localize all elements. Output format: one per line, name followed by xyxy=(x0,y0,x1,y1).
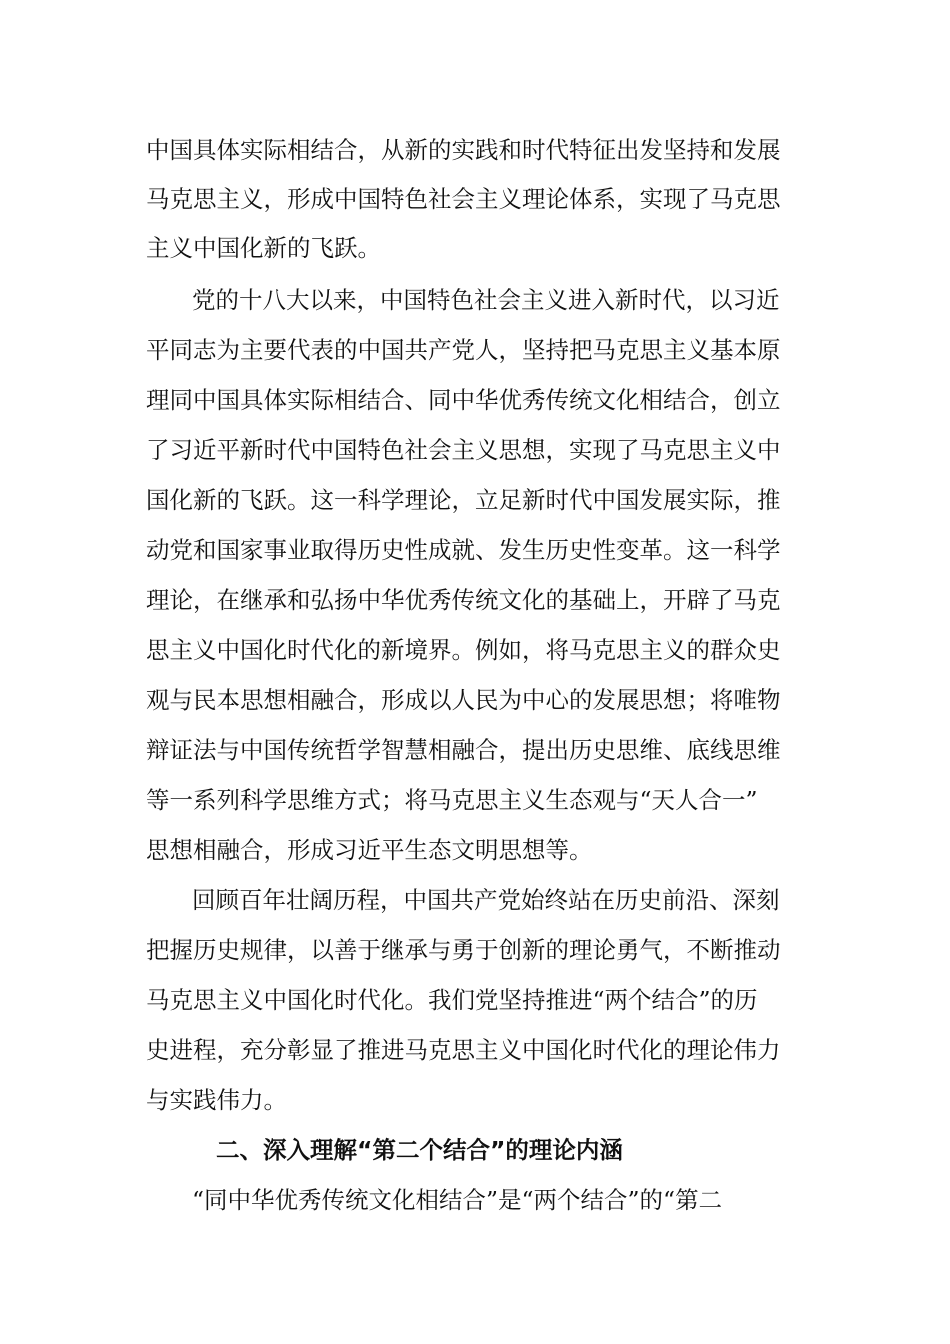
text-line: 中国具体实际相结合，从新的实践和时代特征出发坚持和发展 xyxy=(146,136,781,164)
text-line: 了习近平新时代中国特色社会主义思想，实现了马克思主义中 xyxy=(146,436,781,464)
text-line: 回顾百年壮阔历程，中国共产党始终站在历史前沿、深刻 xyxy=(192,886,780,914)
text-line: 马克思主义中国化时代化。我们党坚持推进“两个结合”的历 xyxy=(146,986,758,1014)
text-line: 平同志为主要代表的中国共产党人，坚持把马克思主义基本原 xyxy=(146,336,781,364)
text-line: 把握历史规律，以善于继承与勇于创新的理论勇气，不断推动 xyxy=(146,936,781,964)
text-line: 党的十八大以来，中国特色社会主义进入新时代，以习近 xyxy=(192,286,780,314)
text-line: 辩证法与中国传统哲学智慧相融合，提出历史思维、底线思维 xyxy=(146,736,781,764)
text-line: 理同中国具体实际相结合、同中华优秀传统文化相结合，创立 xyxy=(146,386,781,414)
text-line: 等一系列科学思维方式；将马克思主义生态观与“天人合一” xyxy=(146,786,758,814)
text-line: 马克思主义，形成中国特色社会主义理论体系，实现了马克思 xyxy=(146,185,781,213)
text-line: 与实践伟力。 xyxy=(146,1086,287,1114)
text-line: 思想相融合，形成习近平生态文明思想等。 xyxy=(146,836,593,864)
text-line: 史进程，充分彰显了推进马克思主义中国化时代化的理论伟力 xyxy=(146,1036,781,1064)
text-line: 理论，在继承和弘扬中华优秀传统文化的基础上，开辟了马克 xyxy=(146,586,781,614)
text-line: 思主义中国化时代化的新境界。例如，将马克思主义的群众史 xyxy=(146,636,781,664)
text-line: 国化新的飞跃。这一科学理论，立足新时代中国发展实际，推 xyxy=(146,486,781,514)
text-line: 主义中国化新的飞跃。 xyxy=(146,234,381,262)
text-line: 观与民本思想相融合，形成以人民为中心的发展思想；将唯物 xyxy=(146,686,781,714)
text-line: “同中华优秀传统文化相结合”是“两个结合”的“第二 xyxy=(192,1186,723,1214)
text-line: 动党和国家事业取得历史性成就、发生历史性变革。这一科学 xyxy=(146,536,781,564)
section-heading: 二、深入理解“第二个结合”的理论内涵 xyxy=(216,1136,623,1164)
